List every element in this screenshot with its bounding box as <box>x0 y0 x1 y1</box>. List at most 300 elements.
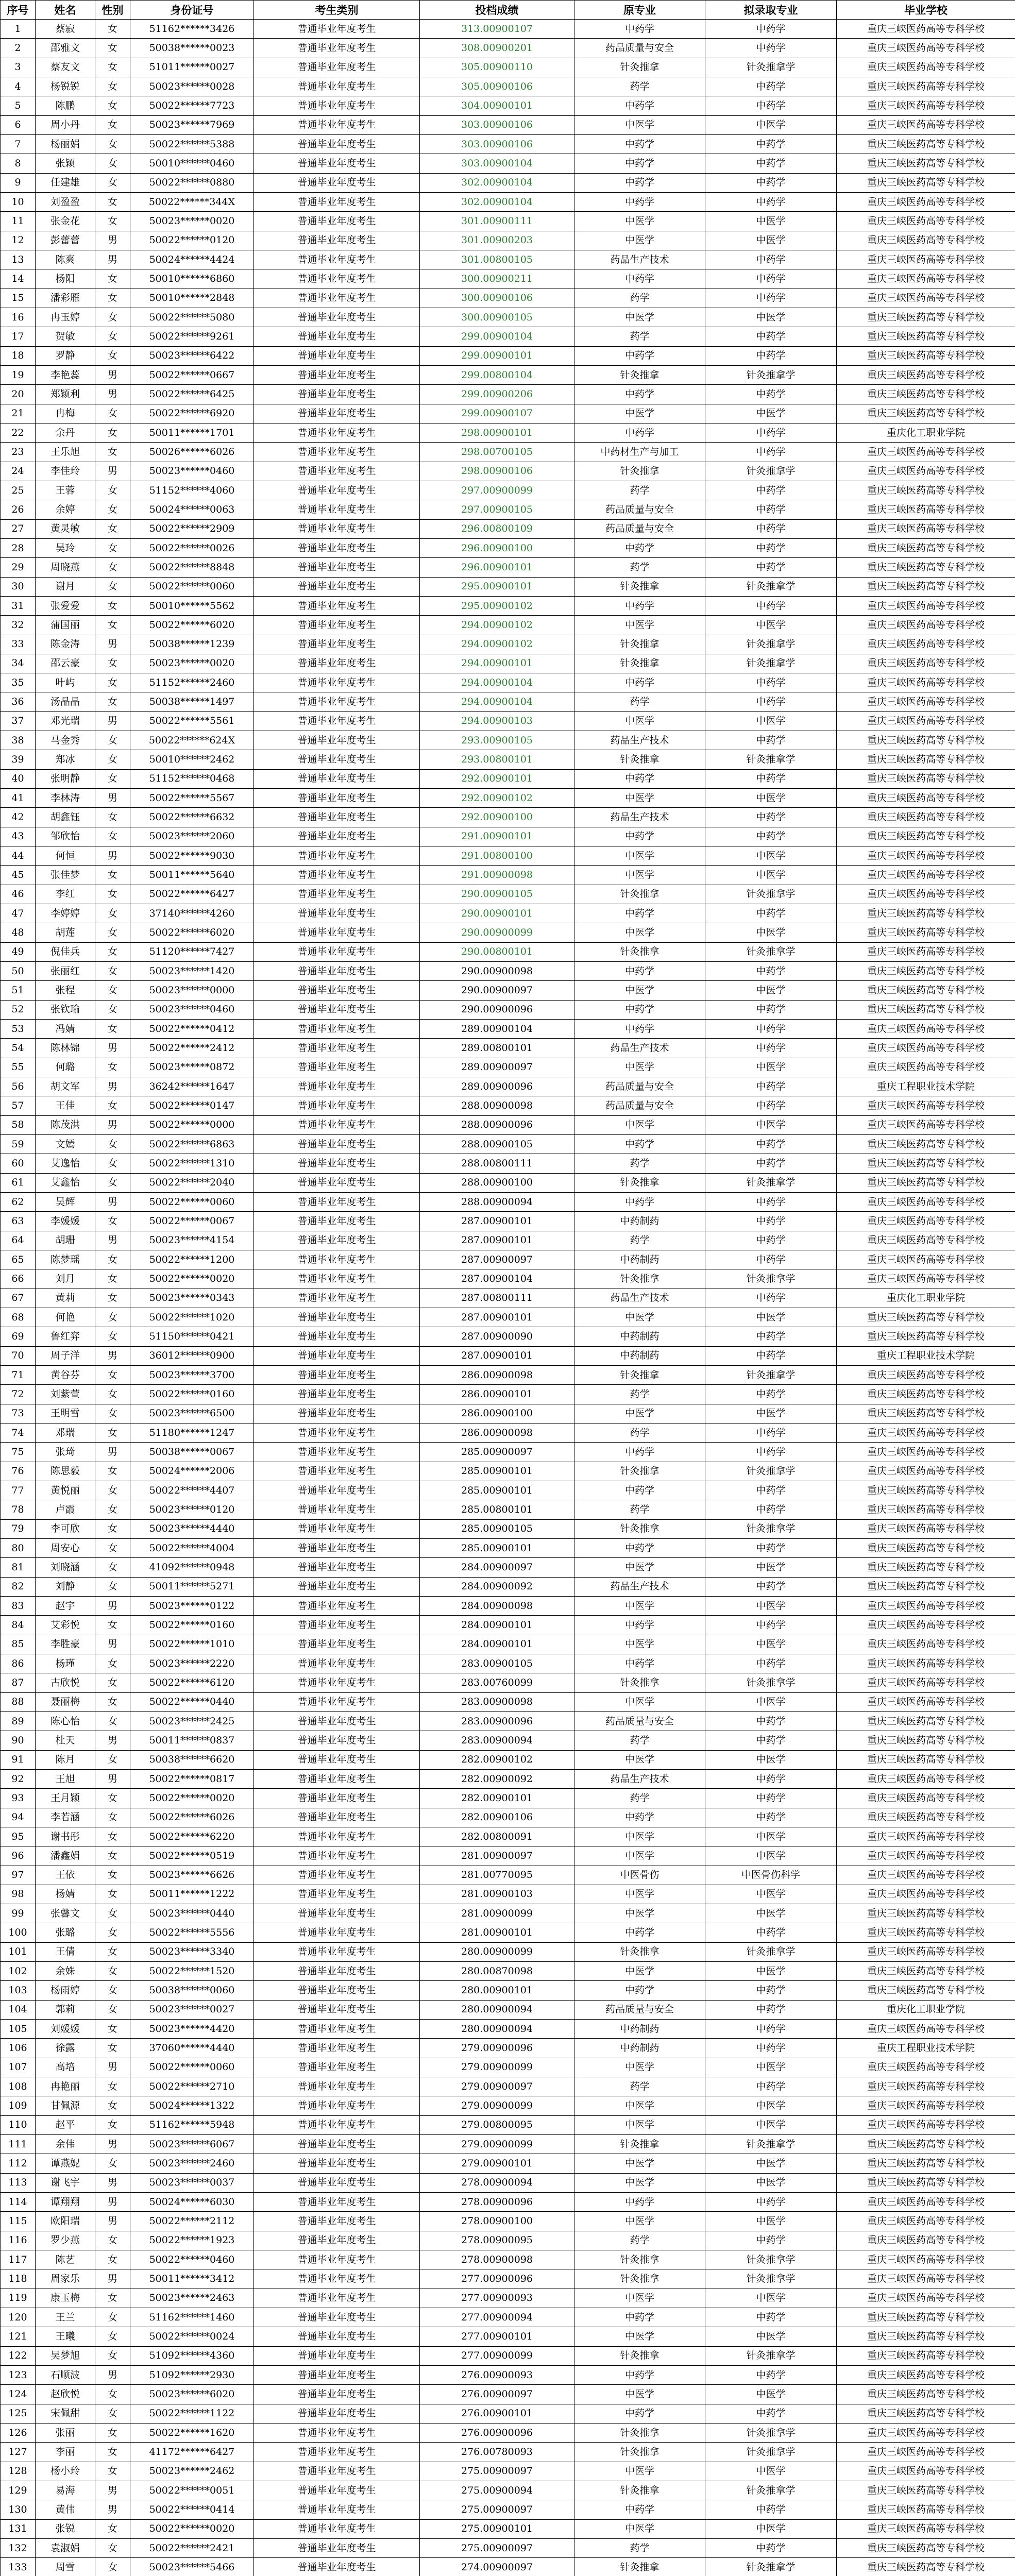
cell-gender: 女 <box>95 808 130 827</box>
cell-graduate-school: 重庆三峡医药高等专科学校 <box>837 1096 1015 1115</box>
cell-gender: 女 <box>95 1519 130 1538</box>
cell-original-major: 药品生产技术 <box>574 1577 705 1596</box>
cell-id-number: 50023******4440 <box>130 1519 254 1538</box>
table-row <box>1 2308 1015 2327</box>
cell-score: 290.00900101 <box>420 904 574 923</box>
cell-graduate-school: 重庆三峡医药高等专科学校 <box>837 2500 1015 2519</box>
cell-name: 何璐 <box>36 1058 95 1077</box>
cell-id-number: 50022******0060 <box>130 1193 254 1212</box>
table-row <box>1 423 1015 442</box>
cell-name: 汤晶晶 <box>36 692 95 711</box>
cell-original-major: 药学 <box>574 289 705 308</box>
cell-candidate-type: 普通毕业年度考生 <box>254 827 420 846</box>
cell-id-number: 50022******6020 <box>130 923 254 942</box>
cell-gender: 女 <box>95 827 130 846</box>
cell-seq: 83 <box>1 1596 36 1615</box>
cell-candidate-type: 普通毕业年度考生 <box>254 1443 420 1462</box>
cell-candidate-type: 普通毕业年度考生 <box>254 2308 420 2327</box>
cell-admitted-major: 中药学 <box>705 2308 837 2327</box>
cell-candidate-type: 普通毕业年度考生 <box>254 1577 420 1596</box>
cell-score: 277.00900099 <box>420 2346 574 2365</box>
cell-candidate-type: 普通毕业年度考生 <box>254 635 420 654</box>
cell-name: 陈心怡 <box>36 1711 95 1731</box>
table-row <box>1 1962 1015 1981</box>
cell-seq: 70 <box>1 1346 36 1365</box>
cell-gender: 女 <box>95 596 130 615</box>
cell-graduate-school: 重庆三峡医药高等专科学校 <box>837 2366 1015 2385</box>
cell-candidate-type: 普通毕业年度考生 <box>254 2558 420 2576</box>
cell-seq: 55 <box>1 1058 36 1077</box>
cell-gender: 女 <box>95 2538 130 2557</box>
cell-seq: 9 <box>1 173 36 192</box>
cell-original-major: 药学 <box>574 2538 705 2557</box>
cell-score: 299.00800104 <box>420 365 574 384</box>
cell-score: 285.00900105 <box>420 1519 574 1538</box>
cell-name: 周小丹 <box>36 115 95 134</box>
cell-original-major: 针灸推拿 <box>574 2481 705 2500</box>
cell-score: 276.00900101 <box>420 2404 574 2423</box>
cell-candidate-type: 普通毕业年度考生 <box>254 904 420 923</box>
table-row <box>1 2366 1015 2385</box>
cell-name: 谢书彤 <box>36 1827 95 1846</box>
cell-admitted-major: 中药学 <box>705 1212 837 1231</box>
cell-candidate-type: 普通毕业年度考生 <box>254 365 420 384</box>
cell-candidate-type: 普通毕业年度考生 <box>254 481 420 500</box>
cell-original-major: 中医学 <box>574 308 705 327</box>
cell-id-number: 50023******0872 <box>130 1058 254 1077</box>
cell-score: 286.00900101 <box>420 1385 574 1404</box>
cell-original-major: 针灸推拿 <box>574 1173 705 1192</box>
cell-graduate-school: 重庆三峡医药高等专科学校 <box>837 1616 1015 1635</box>
cell-id-number: 50022******0067 <box>130 1212 254 1231</box>
cell-name: 任建雄 <box>36 173 95 192</box>
cell-graduate-school: 重庆三峡医药高等专科学校 <box>837 2538 1015 2557</box>
cell-name: 张钦瑜 <box>36 1000 95 1019</box>
cell-seq: 25 <box>1 481 36 500</box>
cell-admitted-major: 中药学 <box>705 423 837 442</box>
header-graduate-school: 毕业学校 <box>837 1 1015 20</box>
cell-id-number: 50038******0067 <box>130 1443 254 1462</box>
cell-gender: 男 <box>95 635 130 654</box>
cell-candidate-type: 普通毕业年度考生 <box>254 2250 420 2269</box>
cell-gender: 女 <box>95 769 130 788</box>
table-row <box>1 2193 1015 2212</box>
cell-seq: 57 <box>1 1096 36 1115</box>
cell-original-major: 药学 <box>574 1500 705 1519</box>
table-row <box>1 1635 1015 1654</box>
cell-gender: 女 <box>95 1327 130 1346</box>
cell-original-major: 中药学 <box>574 2500 705 2519</box>
cell-id-number: 51152******4060 <box>130 481 254 500</box>
cell-admitted-major: 中药学 <box>705 39 837 58</box>
cell-gender: 女 <box>95 1500 130 1519</box>
cell-candidate-type: 普通毕业年度考生 <box>254 250 420 269</box>
table-row <box>1 1365 1015 1384</box>
cell-seq: 62 <box>1 1193 36 1212</box>
cell-graduate-school: 重庆三峡医药高等专科学校 <box>837 616 1015 635</box>
cell-seq: 8 <box>1 154 36 173</box>
cell-admitted-major: 中药学 <box>705 904 837 923</box>
cell-id-number: 50023******0122 <box>130 1596 254 1615</box>
cell-seq: 99 <box>1 1904 36 1923</box>
table-row <box>1 2519 1015 2538</box>
cell-gender: 女 <box>95 2308 130 2327</box>
cell-candidate-type: 普通毕业年度考生 <box>254 1769 420 1788</box>
cell-id-number: 50023******2462 <box>130 2462 254 2481</box>
cell-admitted-major: 中药学 <box>705 808 837 827</box>
cell-admitted-major: 针灸推拿学 <box>705 635 837 654</box>
table-row <box>1 2500 1015 2519</box>
cell-score: 296.00800109 <box>420 519 574 538</box>
cell-graduate-school: 重庆三峡医药高等专科学校 <box>837 2096 1015 2115</box>
cell-seq: 13 <box>1 250 36 269</box>
cell-admitted-major: 中药学 <box>705 289 837 308</box>
cell-seq: 43 <box>1 827 36 846</box>
table-row <box>1 20 1015 39</box>
cell-graduate-school: 重庆三峡医药高等专科学校 <box>837 58 1015 77</box>
cell-graduate-school: 重庆三峡医药高等专科学校 <box>837 1327 1015 1346</box>
cell-original-major: 中医学 <box>574 2385 705 2404</box>
cell-name: 吴梦旭 <box>36 2346 95 2365</box>
cell-gender: 女 <box>95 1904 130 1923</box>
cell-gender: 女 <box>95 1654 130 1673</box>
cell-original-major: 中药学 <box>574 2193 705 2212</box>
table-row <box>1 2000 1015 2019</box>
cell-seq: 76 <box>1 1462 36 1481</box>
cell-name: 黄灵敏 <box>36 519 95 538</box>
cell-candidate-type: 普通毕业年度考生 <box>254 443 420 462</box>
cell-score: 279.00900099 <box>420 2135 574 2154</box>
cell-seq: 130 <box>1 2500 36 2519</box>
table-row <box>1 2096 1015 2115</box>
cell-candidate-type: 普通毕业年度考生 <box>254 942 420 961</box>
cell-name: 刘月 <box>36 1269 95 1289</box>
cell-original-major: 针灸推拿 <box>574 58 705 77</box>
cell-gender: 女 <box>95 673 130 692</box>
cell-seq: 109 <box>1 2096 36 2115</box>
cell-gender: 女 <box>95 1404 130 1423</box>
table-row <box>1 789 1015 808</box>
cell-original-major: 药品生产技术 <box>574 1039 705 1058</box>
cell-score: 288.00900094 <box>420 1193 574 1212</box>
cell-candidate-type: 普通毕业年度考生 <box>254 500 420 519</box>
cell-admitted-major: 中药学 <box>705 1250 837 1269</box>
cell-seq: 92 <box>1 1769 36 1788</box>
cell-graduate-school: 重庆三峡医药高等专科学校 <box>837 1558 1015 1577</box>
cell-score: 294.00900102 <box>420 616 574 635</box>
cell-score: 287.00900097 <box>420 1250 574 1269</box>
cell-candidate-type: 普通毕业年度考生 <box>254 2327 420 2346</box>
cell-gender: 男 <box>95 2212 130 2231</box>
cell-original-major: 药品生产技术 <box>574 808 705 827</box>
cell-admitted-major: 中药学 <box>705 173 837 192</box>
cell-admitted-major: 中药学 <box>705 443 837 462</box>
cell-name: 李若涵 <box>36 1808 95 1827</box>
cell-original-major: 中药学 <box>574 173 705 192</box>
cell-name: 刘晓涵 <box>36 1558 95 1577</box>
cell-seq: 27 <box>1 519 36 538</box>
cell-seq: 116 <box>1 2231 36 2250</box>
cell-score: 288.00900105 <box>420 1135 574 1154</box>
table-row <box>1 1327 1015 1346</box>
cell-graduate-school: 重庆三峡医药高等专科学校 <box>837 731 1015 750</box>
cell-score: 308.00900201 <box>420 39 574 58</box>
table-row <box>1 2212 1015 2231</box>
cell-name: 陈金涛 <box>36 635 95 654</box>
cell-name: 刘媛媛 <box>36 2020 95 2039</box>
cell-admitted-major: 中医学 <box>705 711 837 731</box>
cell-score: 276.00900093 <box>420 2366 574 2385</box>
cell-candidate-type: 普通毕业年度考生 <box>254 2020 420 2039</box>
cell-score: 281.00900103 <box>420 1885 574 1904</box>
cell-name: 蔡寂 <box>36 20 95 39</box>
cell-name: 胡文军 <box>36 1077 95 1096</box>
cell-original-major: 中药学 <box>574 154 705 173</box>
cell-graduate-school: 重庆三峡医药高等专科学校 <box>837 1538 1015 1557</box>
cell-gender: 男 <box>95 1769 130 1788</box>
table-row <box>1 1346 1015 1365</box>
cell-gender: 女 <box>95 1923 130 1942</box>
cell-candidate-type: 普通毕业年度考生 <box>254 1789 420 1808</box>
cell-seq: 112 <box>1 2154 36 2173</box>
cell-score: 278.00900094 <box>420 2173 574 2192</box>
cell-candidate-type: 普通毕业年度考生 <box>254 846 420 866</box>
cell-admitted-major: 针灸推拿学 <box>705 365 837 384</box>
cell-score: 286.00900098 <box>420 1423 574 1442</box>
cell-name: 谢月 <box>36 577 95 596</box>
table-row <box>1 327 1015 346</box>
cell-name: 李胜豪 <box>36 1635 95 1654</box>
cell-candidate-type: 普通毕业年度考生 <box>254 173 420 192</box>
cell-graduate-school: 重庆三峡医药高等专科学校 <box>837 1808 1015 1827</box>
cell-score: 279.00900101 <box>420 2154 574 2173</box>
cell-seq: 86 <box>1 1654 36 1673</box>
cell-admitted-major: 中药学 <box>705 385 837 404</box>
cell-gender: 男 <box>95 385 130 404</box>
cell-gender: 女 <box>95 1289 130 1308</box>
cell-original-major: 中药学 <box>574 1538 705 1557</box>
cell-id-number: 50022******0440 <box>130 1692 254 1711</box>
cell-admitted-major: 针灸推拿学 <box>705 2269 837 2289</box>
cell-candidate-type: 普通毕业年度考生 <box>254 2346 420 2365</box>
cell-original-major: 中医学 <box>574 866 705 885</box>
cell-gender: 男 <box>95 2500 130 2519</box>
cell-admitted-major: 中医学 <box>705 1596 837 1615</box>
cell-seq: 105 <box>1 2020 36 2039</box>
cell-id-number: 50024******4424 <box>130 250 254 269</box>
table-row <box>1 1000 1015 1019</box>
cell-score: 283.00900094 <box>420 1731 574 1750</box>
cell-gender: 女 <box>95 289 130 308</box>
cell-candidate-type: 普通毕业年度考生 <box>254 1308 420 1327</box>
cell-gender: 女 <box>95 1866 130 1885</box>
cell-candidate-type: 普通毕业年度考生 <box>254 1423 420 1442</box>
cell-gender: 男 <box>95 1596 130 1615</box>
cell-original-major: 药品质量与安全 <box>574 519 705 538</box>
cell-score: 278.00900095 <box>420 2231 574 2250</box>
cell-id-number: 50022******0020 <box>130 2519 254 2538</box>
cell-candidate-type: 普通毕业年度考生 <box>254 866 420 885</box>
cell-seq: 131 <box>1 2519 36 2538</box>
table-row <box>1 692 1015 711</box>
cell-score: 294.00900104 <box>420 673 574 692</box>
cell-score: 291.00800100 <box>420 846 574 866</box>
cell-score: 285.00800101 <box>420 1500 574 1519</box>
table-row <box>1 827 1015 846</box>
cell-graduate-school: 重庆三峡医药高等专科学校 <box>837 1577 1015 1596</box>
cell-candidate-type: 普通毕业年度考生 <box>254 20 420 39</box>
cell-score: 298.00700105 <box>420 443 574 462</box>
cell-gender: 女 <box>95 58 130 77</box>
cell-name: 杨婧 <box>36 1885 95 1904</box>
cell-id-number: 50023******0020 <box>130 212 254 231</box>
cell-candidate-type: 普通毕业年度考生 <box>254 2154 420 2173</box>
cell-candidate-type: 普通毕业年度考生 <box>254 981 420 1000</box>
cell-original-major: 中医学 <box>574 2173 705 2192</box>
cell-original-major: 药品质量与安全 <box>574 500 705 519</box>
cell-seq: 118 <box>1 2269 36 2289</box>
table-row <box>1 2346 1015 2365</box>
cell-gender: 女 <box>95 115 130 134</box>
cell-id-number: 50023******2220 <box>130 1654 254 1673</box>
cell-seq: 37 <box>1 711 36 731</box>
cell-gender: 男 <box>95 846 130 866</box>
cell-candidate-type: 普通毕业年度考生 <box>254 1250 420 1269</box>
cell-original-major: 针灸推拿 <box>574 942 705 961</box>
cell-graduate-school: 重庆三峡医药高等专科学校 <box>837 1923 1015 1942</box>
cell-original-major: 中药学 <box>574 1808 705 1827</box>
cell-seq: 115 <box>1 2212 36 2231</box>
cell-candidate-type: 普通毕业年度考生 <box>254 1385 420 1404</box>
cell-gender: 女 <box>95 20 130 39</box>
cell-graduate-school: 重庆三峡医药高等专科学校 <box>837 39 1015 58</box>
cell-candidate-type: 普通毕业年度考生 <box>254 1000 420 1019</box>
cell-admitted-major: 中药学 <box>705 2500 837 2519</box>
header-gender: 性别 <box>95 1 130 20</box>
cell-seq: 56 <box>1 1077 36 1096</box>
cell-seq: 95 <box>1 1827 36 1846</box>
cell-id-number: 50022******624X <box>130 731 254 750</box>
cell-id-number: 50011******5640 <box>130 866 254 885</box>
cell-name: 李丽 <box>36 2443 95 2462</box>
cell-id-number: 50022******4004 <box>130 1538 254 1557</box>
cell-candidate-type: 普通毕业年度考生 <box>254 1654 420 1673</box>
cell-score: 294.00900101 <box>420 654 574 673</box>
cell-seq: 125 <box>1 2404 36 2423</box>
cell-gender: 女 <box>95 423 130 442</box>
cell-admitted-major: 针灸推拿学 <box>705 2250 837 2269</box>
cell-original-major: 中药学 <box>574 1443 705 1462</box>
cell-graduate-school: 重庆三峡医药高等专科学校 <box>837 250 1015 269</box>
cell-original-major: 中药学 <box>574 385 705 404</box>
cell-name: 吴玲 <box>36 538 95 557</box>
cell-candidate-type: 普通毕业年度考生 <box>254 750 420 769</box>
cell-name: 杨瑾 <box>36 1654 95 1673</box>
cell-score: 279.00900096 <box>420 2039 574 2058</box>
cell-original-major: 中医学 <box>574 616 705 635</box>
cell-original-major: 药品生产技术 <box>574 731 705 750</box>
cell-id-number: 50022******1200 <box>130 1250 254 1269</box>
cell-original-major: 中医学 <box>574 711 705 731</box>
cell-seq: 127 <box>1 2443 36 2462</box>
cell-original-major: 药学 <box>574 77 705 96</box>
cell-admitted-major: 中药学 <box>705 673 837 692</box>
cell-admitted-major: 中药学 <box>705 1193 837 1212</box>
table-row <box>1 1058 1015 1077</box>
cell-seq: 19 <box>1 365 36 384</box>
cell-candidate-type: 普通毕业年度考生 <box>254 96 420 115</box>
cell-id-number: 51162******3426 <box>130 20 254 39</box>
cell-admitted-major: 中药学 <box>705 192 837 211</box>
cell-id-number: 50022******6120 <box>130 1673 254 1692</box>
cell-name: 刘静 <box>36 1577 95 1596</box>
cell-admitted-major: 针灸推拿学 <box>705 2424 837 2443</box>
cell-score: 277.00900101 <box>420 2327 574 2346</box>
cell-admitted-major: 中药学 <box>705 1577 837 1596</box>
cell-graduate-school: 重庆三峡医药高等专科学校 <box>837 808 1015 827</box>
cell-graduate-school: 重庆三峡医药高等专科学校 <box>837 673 1015 692</box>
cell-id-number: 50038******0023 <box>130 39 254 58</box>
cell-score: 287.00900090 <box>420 1327 574 1346</box>
cell-name: 余丹 <box>36 423 95 442</box>
table-row <box>1 1269 1015 1289</box>
cell-gender: 女 <box>95 2096 130 2115</box>
cell-admitted-major: 中药学 <box>705 558 837 577</box>
cell-seq: 1 <box>1 20 36 39</box>
cell-original-major: 中医学 <box>574 212 705 231</box>
cell-gender: 女 <box>95 1673 130 1692</box>
cell-gender: 女 <box>95 1365 130 1384</box>
table-row <box>1 250 1015 269</box>
cell-graduate-school: 重庆三峡医药高等专科学校 <box>837 2193 1015 2212</box>
cell-id-number: 50038******1497 <box>130 692 254 711</box>
cell-graduate-school: 重庆三峡医药高等专科学校 <box>837 1711 1015 1731</box>
cell-gender: 男 <box>95 1443 130 1462</box>
cell-name: 周雪 <box>36 2558 95 2576</box>
cell-name: 宋佩甜 <box>36 2404 95 2423</box>
cell-gender: 男 <box>95 1039 130 1058</box>
cell-id-number: 50024******0063 <box>130 500 254 519</box>
cell-gender: 女 <box>95 2039 130 2058</box>
cell-original-major: 中药学 <box>574 1135 705 1154</box>
cell-candidate-type: 普通毕业年度考生 <box>254 2115 420 2134</box>
cell-candidate-type: 普通毕业年度考生 <box>254 2366 420 2385</box>
cell-seq: 40 <box>1 769 36 788</box>
table-row <box>1 558 1015 577</box>
cell-graduate-school: 重庆三峡医药高等专科学校 <box>837 385 1015 404</box>
table-row <box>1 1193 1015 1212</box>
cell-score: 297.00900105 <box>420 500 574 519</box>
cell-gender: 女 <box>95 269 130 289</box>
cell-id-number: 50022******6920 <box>130 404 254 423</box>
cell-original-major: 药品质量与安全 <box>574 2000 705 2019</box>
cell-original-major: 中医学 <box>574 1635 705 1654</box>
cell-score: 276.00900096 <box>420 2424 574 2443</box>
cell-graduate-school: 重庆三峡医药高等专科学校 <box>837 654 1015 673</box>
cell-admitted-major: 中医学 <box>705 981 837 1000</box>
cell-gender: 女 <box>95 1962 130 1981</box>
cell-admitted-major: 中药学 <box>705 1731 837 1750</box>
cell-score: 277.00900094 <box>420 2308 574 2327</box>
cell-graduate-school: 重庆三峡医药高等专科学校 <box>837 2404 1015 2423</box>
cell-seq: 90 <box>1 1731 36 1750</box>
cell-score: 285.00900101 <box>420 1462 574 1481</box>
table-row <box>1 1173 1015 1192</box>
cell-original-major: 中药制药 <box>574 1346 705 1365</box>
cell-admitted-major: 针灸推拿学 <box>705 1673 837 1692</box>
cell-original-major: 中药学 <box>574 962 705 981</box>
cell-candidate-type: 普通毕业年度考生 <box>254 962 420 981</box>
